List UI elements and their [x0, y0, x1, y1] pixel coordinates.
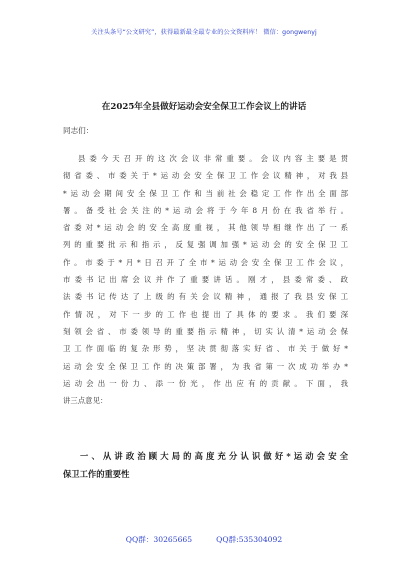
qq-group-1: QQ群：30265665	[125, 535, 193, 544]
qq-group-2: QQ群:535304092	[216, 535, 283, 544]
paragraph-line: 省委对*运动会的安全高度重视，其他领导相继作出了一系	[63, 223, 348, 233]
paragraph-line: 刻领会省、市委领导的重要指示精神，切实认清*运动会保	[63, 326, 348, 336]
paragraph-line: *运动会期间安全保卫工作和当前社会稳定工作作出全面部	[63, 188, 348, 198]
paragraph-line: 作情况，对下一步的工作也提出了具体的要求。我们要深	[63, 309, 348, 319]
section-heading	[63, 447, 348, 483]
salutation: 同志们：	[63, 126, 94, 135]
paragraph-line: 作。市委于*月*日召开了全市*运动会安全保卫工作会议，	[63, 257, 348, 267]
paragraph-line: 法委书记传达了上级的有关会议精神，通报了我县安保工	[63, 292, 348, 302]
paragraph-line: 运动会安全保卫工作的决策部署，为我省第一次成功举办*	[63, 361, 348, 371]
paragraph-line: 列的重要批示和指示，反复强调加强*运动会的安全保卫工	[63, 240, 348, 250]
body-paragraph	[63, 150, 348, 409]
paragraph-line: 市委书记出席会议并作了重要讲话。刚才，县委常委、政	[63, 275, 348, 285]
header-banner: 关注头条号“公文研究”，获得最新最全最专业的公文资料库！ 微信：gongwenyj	[91, 29, 317, 36]
paragraph-line: 运动会出一份力、添一份光，作出应有的贡献。下面，我	[63, 378, 348, 388]
paragraph-line: 署。备受社会关注的*运动会将于今年8月份在我省举行。	[63, 205, 348, 215]
paragraph-line: 县委今天召开的这次会议非常重要。会议内容主要是贯	[78, 154, 348, 163]
paragraph-line: 卫工作面临的复杂形势，坚决贯彻落实好省、市关于做好*	[63, 344, 348, 354]
paragraph-line: 彻省委、市委关于*运动会安全保卫工作会议精神，对我县	[63, 171, 348, 181]
paragraph-line: 讲三点意见：	[63, 396, 108, 406]
footer-contacts	[0, 534, 408, 545]
section-heading-line: 一、从讲政治顾大局的高度充分认识做好*运动会安全	[80, 451, 348, 461]
document-title: 在2025年全县做好运动会安全保卫工作会议上的讲话	[101, 102, 307, 112]
section-heading-line: 保卫工作的重要性	[63, 469, 130, 479]
